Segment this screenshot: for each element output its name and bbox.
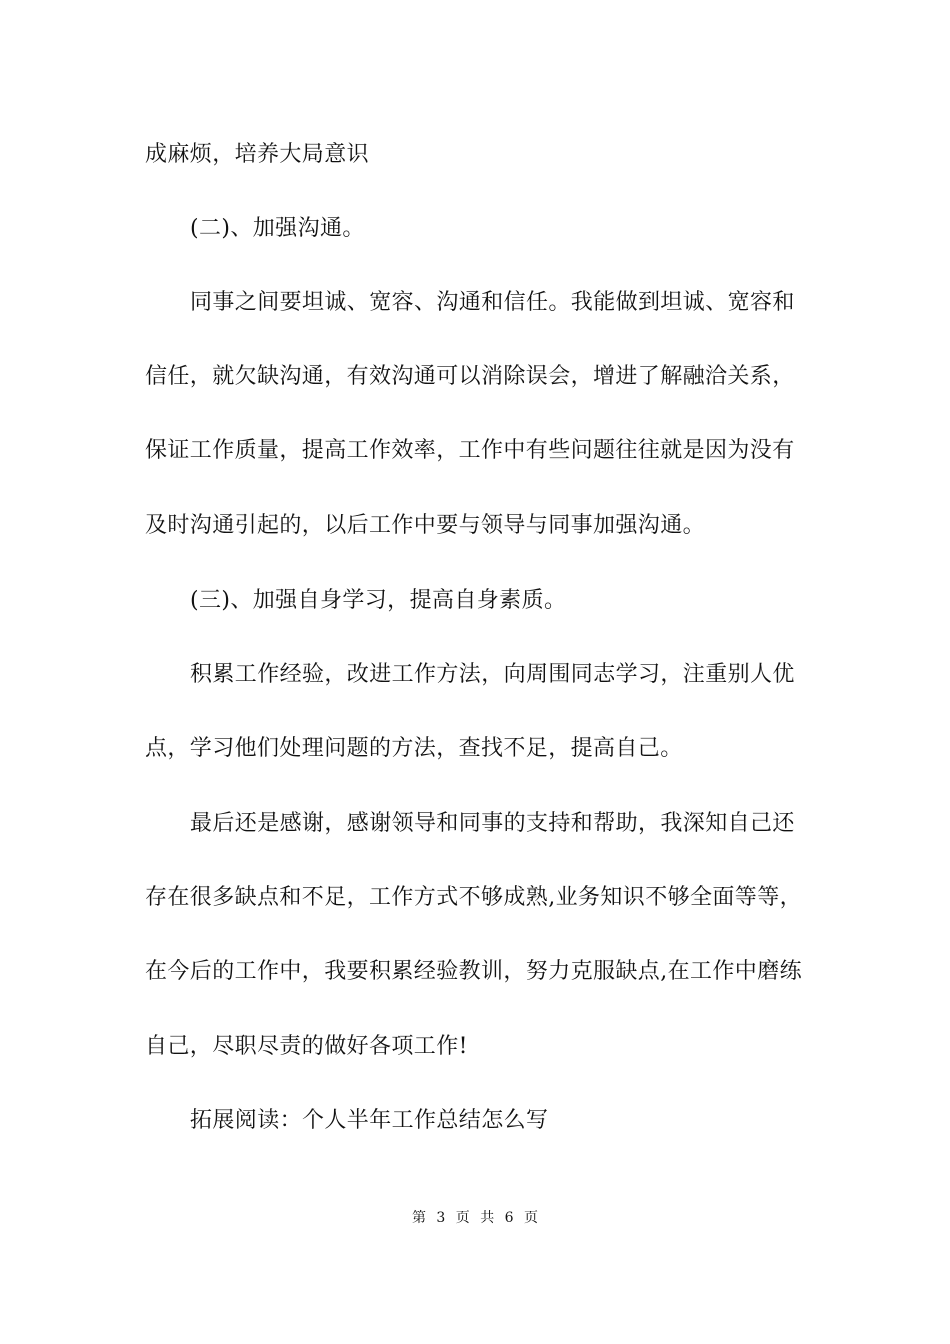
text-line: 自己，尽职尽责的做好各项工作! bbox=[145, 1034, 468, 1059]
page-unit-label: 页 bbox=[455, 1210, 470, 1226]
total-label: 共 bbox=[480, 1210, 495, 1226]
text-line: 最后还是感谢，感谢领导和同事的支持和帮助，我深知自己还 bbox=[190, 811, 795, 836]
text-line: 成麻烦，培养大局意识 bbox=[145, 142, 370, 167]
text-line: 存在很多缺点和不足，工作方式不够成熟,业务知识不够全面等等， bbox=[145, 885, 802, 910]
page-footer bbox=[0, 1208, 950, 1228]
section-heading: (三)、加强自身学习，提高自身素质。 bbox=[190, 588, 567, 613]
text-line: 点，学习他们处理问题的方法，查找不足，提高自己。 bbox=[145, 736, 683, 761]
text-line: 信任，就欠缺沟通，有效沟通可以消除误会，增进了解融洽关系， bbox=[145, 364, 795, 389]
extended-reading-link-text: 拓展阅读：个人半年工作总结怎么写 bbox=[190, 1108, 549, 1133]
text-line: 及时沟通引起的，以后工作中要与领导与同事加强沟通。 bbox=[145, 513, 706, 538]
page-label: 第 bbox=[411, 1210, 426, 1226]
text-line: 同事之间要坦诚、宽容、沟通和信任。我能做到坦诚、宽容和 bbox=[190, 290, 795, 315]
text-line: 积累工作经验，改进工作方法，向周围同志学习，注重别人优 bbox=[190, 662, 795, 687]
text-line: 在今后的工作中，我要积累经验教训，努力克服缺点,在工作中磨练 bbox=[145, 959, 802, 984]
total-pages-number: 6 bbox=[504, 1210, 514, 1226]
page-unit-label-2: 页 bbox=[524, 1210, 539, 1226]
text-line: 保证工作质量，提高工作效率，工作中有些问题往往就是因为没有 bbox=[145, 438, 795, 463]
current-page-number: 3 bbox=[436, 1210, 446, 1226]
section-heading: (二)、加强沟通。 bbox=[190, 216, 365, 241]
